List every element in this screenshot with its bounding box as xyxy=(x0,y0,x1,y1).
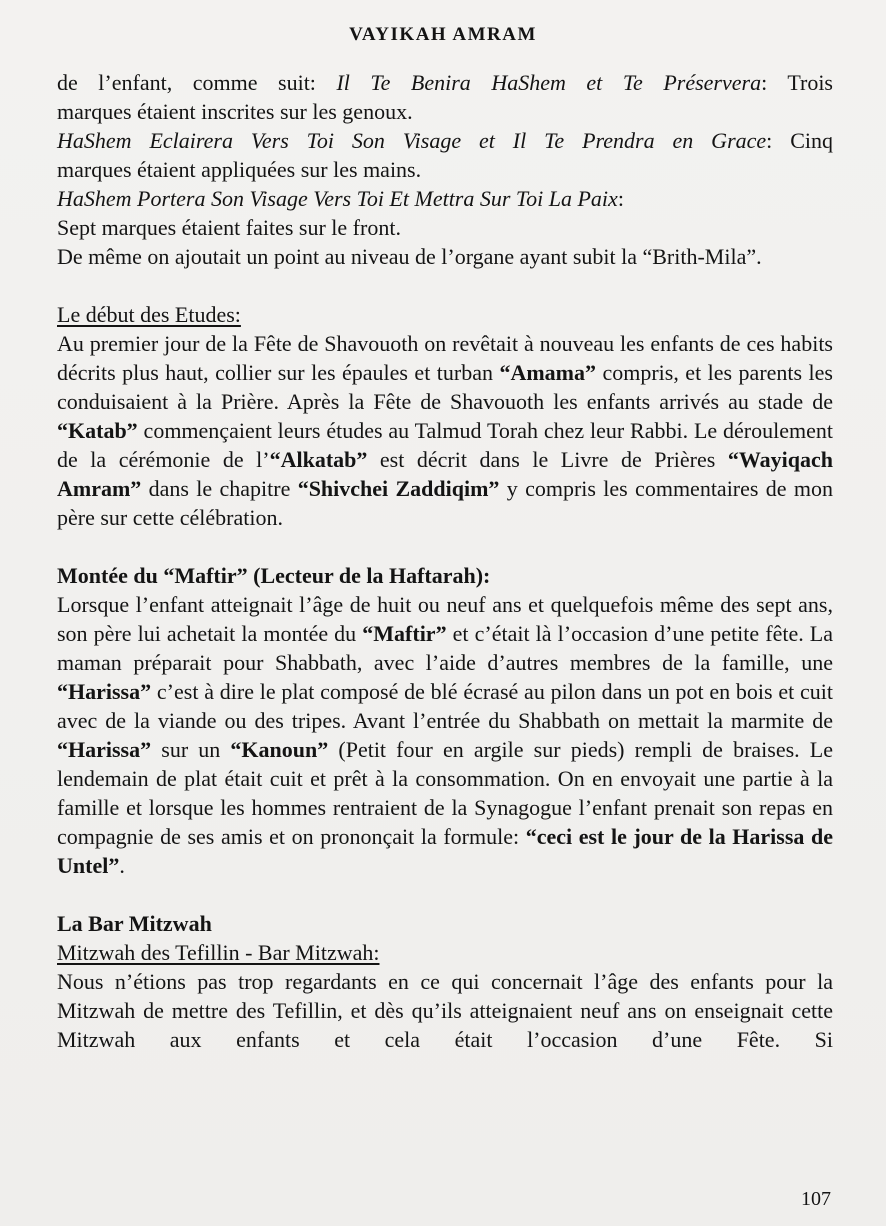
blessing-text: HaShem Portera Son Visage Vers Toi Et Mettra Sur Toi La Paix xyxy=(57,186,618,211)
blessing-text: Il Te Benira HaShem et Te Préservera xyxy=(336,70,762,95)
running-head: VAYIKAH AMRAM xyxy=(349,24,537,45)
formula-quote: “ceci est le jour de la Harissa de Untel” xyxy=(57,824,834,878)
page-body xyxy=(57,68,833,1054)
intro-section xyxy=(57,68,833,271)
section-paragraph: Au premier jour de la Fête de Shavouoth on revêtait à nouveau les enfants de ces habits décrits plus haut, collier sur les épaules et turban “Amama” compris, et les parents les conduisaient à la Prière. Après la Fête de Shavouoth les enfants arrivés au stade de “Katab” commençaient leurs études au Talmud Torah chez leur Rabbi. Le déroulement de la cérémonie de l’“Alkatab” est décrit dans le Livre de Prières “Wayiqach Amram” dans le chapitre “Shivchei Zaddiqim” y compris les commentaires de mon père sur cette célébration. xyxy=(57,331,833,530)
section-paragraph: Nous n’étions pas trop regardants en ce qui concernait l’âge des enfants pour la Mitzwah de mettre des Tefillin, et dès qu’ils atteignaient neuf ans on enseignait cette Mitzwah aux enfants et cela était l’occasion d’une Fête. Si xyxy=(57,969,833,1052)
book-title: “Wayiqach Amram” xyxy=(57,447,833,501)
intro-line: marques étaient appliquées sur les mains. xyxy=(57,157,422,182)
intro-line: marques étaient inscrites sur les genoux. xyxy=(57,99,413,124)
section-heading: Le début des Etudes: xyxy=(57,302,241,327)
term-harissa: “Harissa” xyxy=(57,679,152,704)
intro-paragraph: De même on ajoutait un point au niveau de l’organe ayant subit la “Brith-Mila”. xyxy=(57,244,762,269)
maftir-section xyxy=(57,561,833,880)
intro-line: HaShem Portera Son Visage Vers Toi Et Mettra Sur Toi La Paix: xyxy=(57,186,624,211)
term-kanoun: “Kanoun” xyxy=(230,737,329,762)
term-alkatab: “Alkatab” xyxy=(269,447,368,472)
term-harissa: “Harissa” xyxy=(57,737,152,762)
intro-line: HaShem Eclairera Vers Toi Son Visage et Il Te Prendra en Grace: Cinq xyxy=(57,128,833,153)
bar-mitzwah-section xyxy=(57,909,833,1054)
blessing-text: HaShem Eclairera Vers Toi Son Visage et Il Te Prendra en Grace xyxy=(57,128,767,153)
intro-line: de l’enfant, comme suit: Il Te Benira HaShem et Te Préservera: Trois xyxy=(57,70,833,95)
section-subheading: Mitzwah des Tefillin - Bar Mitzwah: xyxy=(57,940,380,965)
intro-line: Sept marques étaient faites sur le front. xyxy=(57,215,401,240)
etudes-section xyxy=(57,300,833,532)
page-number: 107 xyxy=(801,1188,831,1210)
chapter-title: “Shivchei Zaddiqim” xyxy=(297,476,500,501)
term-amama: “Amama” xyxy=(499,360,596,385)
term-katab: “Katab” xyxy=(57,418,138,443)
term-maftir: “Maftir” xyxy=(362,621,447,646)
section-heading: Montée du “Maftir” (Lecteur de la Haftarah): xyxy=(57,563,491,588)
section-paragraph: Lorsque l’enfant atteignait l’âge de huit ou neuf ans et quelquefois même des sept ans, son père lui achetait la montée du “Maftir” et c’était là l’occasion d’une petite fête. La maman préparait pour Shabbath, avec l’aide d’autres membres de la famille, une “Harissa” c’est à dire le plat composé de blé écrasé au pilon dans un pot en bois et cuit avec de la viande ou des tripes. Avant l’entrée du Shabbath on mettait la marmite de “Harissa” sur un “Kanoun” (Petit four en argile sur pieds) rempli de braises. Le lendemain de plat était cuit et prêt à la consommation. On en envoyait une partie à la famille et lorsque les hommes rentraient de la Synagogue l’enfant prenait son repas en compagnie de ses amis et on prononçait la formule: “ceci est le jour de la Harissa de Untel”. xyxy=(57,592,834,878)
section-heading: La Bar Mitzwah xyxy=(57,911,212,936)
